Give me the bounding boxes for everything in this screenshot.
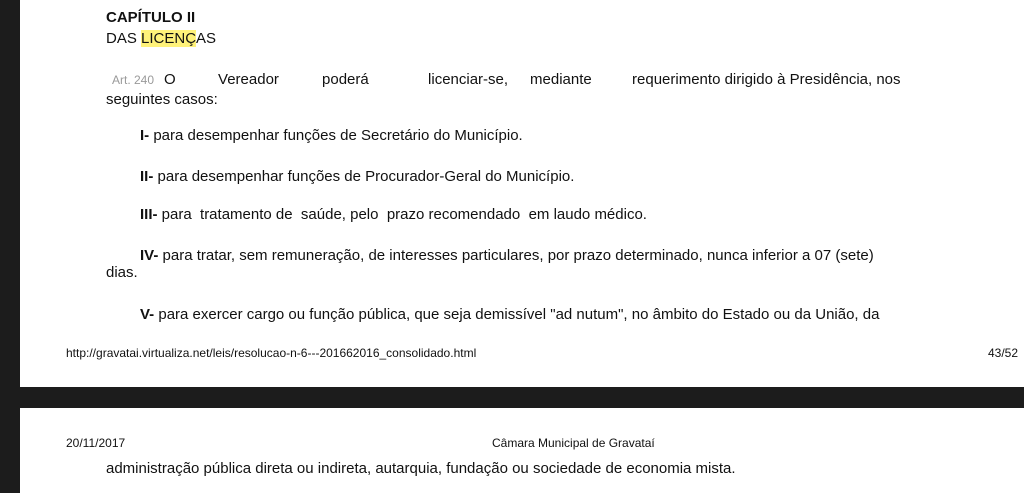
item-text: para desempenhar funções de Secretário do Município.	[149, 127, 523, 144]
item-text: para tratar, sem remuneração, de interesses particulares, por prazo determinado, nunca inferior a 07 (sete)	[158, 247, 874, 264]
article-word: licenciar-se,	[428, 71, 509, 88]
item-text: para desempenhar funções de Procurador-Geral do Município.	[153, 168, 575, 185]
header-date: 20/11/2017	[66, 436, 126, 450]
list-item	[140, 247, 874, 264]
article-number: Art. 240	[112, 73, 155, 87]
list-item	[140, 306, 879, 323]
document-page-1	[20, 0, 1024, 387]
item-numeral: II-	[140, 168, 154, 185]
item-numeral: IV-	[140, 247, 159, 264]
article-continuation: seguintes casos:	[106, 91, 218, 108]
footer-url: http://gravatai.virtualiza.net/leis/resolucao-n-6---201662016_consolidado.html	[66, 346, 477, 360]
document-page-2	[20, 408, 1024, 493]
article-word: O	[164, 71, 176, 88]
item-numeral: V-	[140, 306, 155, 323]
item-numeral: III-	[140, 206, 158, 223]
item-text: para tratamento de saúde, pelo prazo recomendado em laudo médico.	[157, 206, 647, 223]
item-text: para exercer cargo ou função pública, que seja demissível "ad nutum", no âmbito do Estado ou da União, da	[154, 306, 880, 323]
page-number: 43/52	[988, 346, 1019, 360]
article-line	[112, 71, 901, 88]
list-item	[140, 127, 523, 144]
article-word: requerimento dirigido à Presidência, nos	[632, 71, 901, 88]
item-continuation: dias.	[106, 264, 138, 281]
search-highlight: LICENÇ	[141, 30, 197, 47]
section-title-end: AS	[196, 30, 217, 47]
article-word: Vereador	[218, 71, 279, 88]
article-word: mediante	[530, 71, 592, 88]
section-title-start: DAS	[106, 30, 142, 47]
chapter-title: CAPÍTULO II	[106, 9, 196, 26]
item-numeral: I-	[140, 127, 150, 144]
header-organization: Câmara Municipal de Gravataí	[492, 436, 655, 450]
article-word: poderá	[322, 71, 369, 88]
section-title	[106, 30, 216, 47]
list-item	[140, 168, 574, 185]
paragraph: administração pública direta ou indireta, autarquia, fundação ou sociedade de economia mista.	[106, 460, 736, 477]
list-item	[140, 206, 647, 223]
